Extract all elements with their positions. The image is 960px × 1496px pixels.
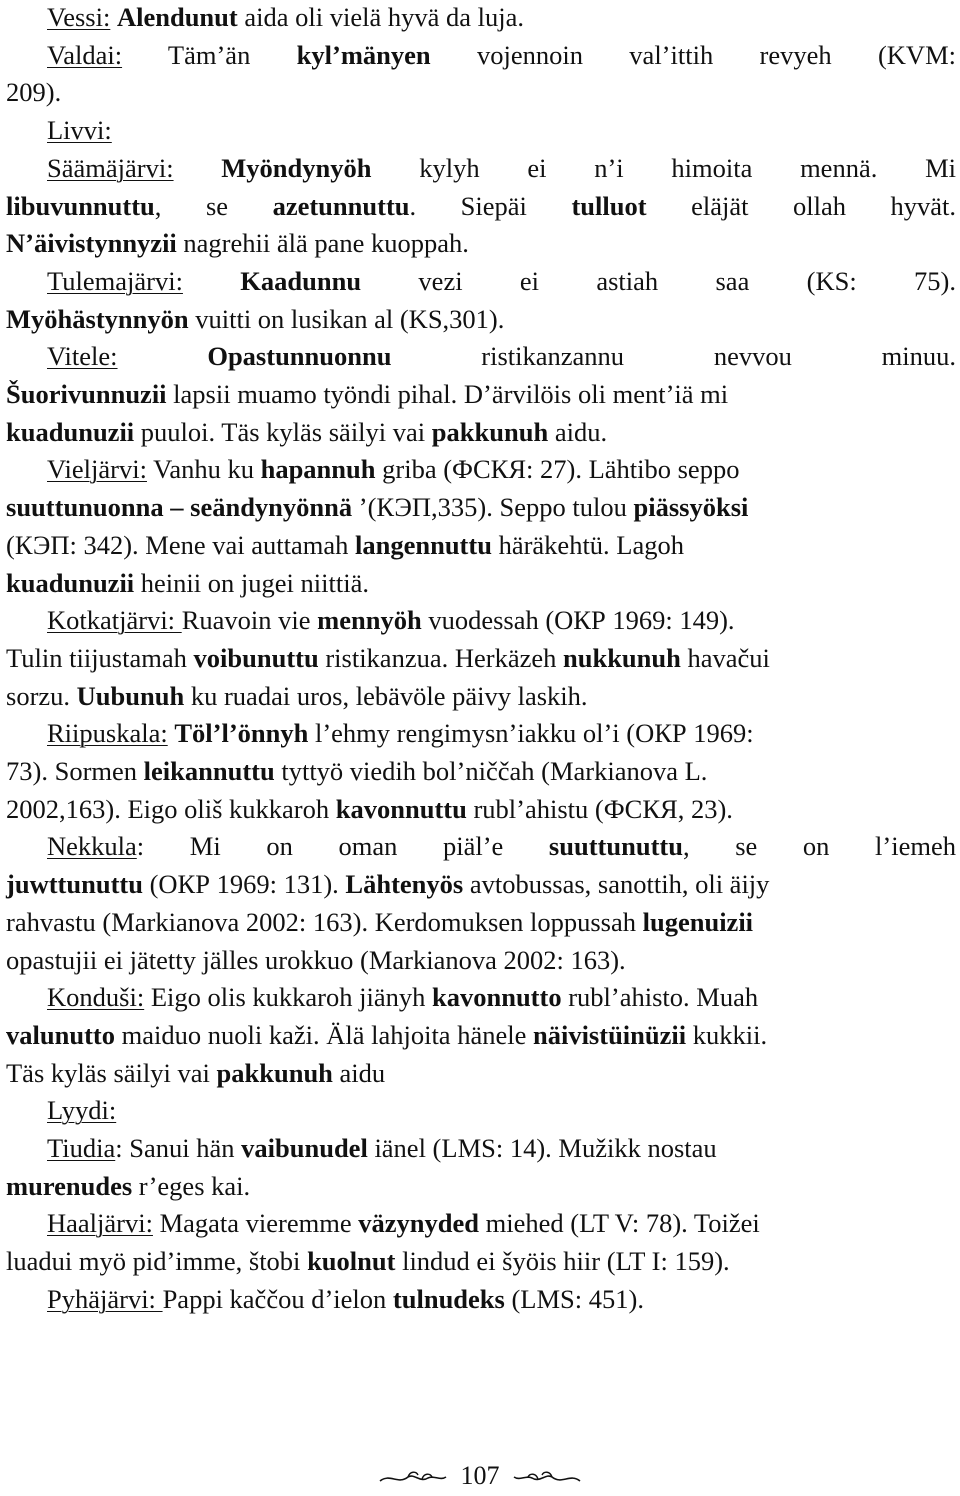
- text-segment: rubl’ahisto. Muah: [561, 982, 759, 1013]
- page-number: 107: [460, 1461, 500, 1490]
- highlighted-word: tulnudeks: [392, 1283, 505, 1314]
- text-segment: vojennoin val’ittih revyeh (KVM:: [430, 39, 956, 70]
- text-line: [6, 791, 956, 828]
- text-line: [6, 527, 956, 564]
- text-segment: r’eges kai.: [132, 1170, 251, 1201]
- highlighted-word: libuvunnuttu: [6, 190, 155, 221]
- highlighted-word: kuadunuzii: [6, 567, 135, 598]
- text-segment: (ОКР 1969: 131).: [142, 869, 346, 900]
- text-segment: miehed (LT V: 78). Toižei: [479, 1208, 760, 1239]
- text-segment: ristikanzua. Herkäzeh: [318, 642, 563, 673]
- highlighted-word: nukkunuh: [562, 642, 681, 673]
- text-line: [6, 715, 956, 752]
- text-line: [6, 225, 956, 262]
- text-segment: iänel (LMS: 14). Mužikk nostau: [367, 1133, 717, 1163]
- text-segment: : Sanui hän: [115, 1133, 242, 1163]
- dialect-label: Vitele:: [47, 341, 118, 372]
- dialect-label: Tulemajärvi:: [47, 265, 183, 296]
- text-line: [6, 866, 956, 903]
- dialect-label: Valdai:: [47, 39, 123, 70]
- text-segment: [183, 266, 240, 296]
- text-line: [6, 1130, 956, 1167]
- ornament-right-icon: [512, 1469, 582, 1487]
- text-segment: havačui: [680, 642, 770, 673]
- text-segment: sorzu.: [6, 680, 77, 711]
- text-segment: rahvastu (Markianova 2002: 163). Kerdomuksen loppussah: [6, 906, 643, 937]
- text-line: [6, 565, 956, 602]
- dialect-label: Konduši:: [47, 982, 145, 1013]
- text-line: [6, 678, 956, 715]
- highlighted-word: azetunnuttu: [272, 190, 410, 221]
- highlighted-word: piässyöksi: [633, 492, 749, 523]
- dialect-label: Vieljärvi:: [47, 454, 147, 485]
- text-segment: vuitti on lusikan al (KS,301).: [188, 303, 505, 334]
- text-segment: Eigo olis kukkaroh jiänyh: [144, 982, 432, 1013]
- dialect-label: Kotkatjärvi:: [47, 605, 182, 636]
- text-line: [6, 979, 956, 1016]
- text-line: [6, 828, 956, 865]
- highlighted-word: juwttunuttu: [6, 869, 143, 900]
- text-segment: nagrehii älä pane kuoppah.: [176, 228, 469, 259]
- highlighted-word: murenudes: [6, 1170, 133, 1201]
- highlighted-word: kuadunuzii: [6, 416, 135, 447]
- text-segment: kylyh ei n’i himoita mennä. Mi: [371, 152, 956, 183]
- text-segment: ’(КЭП,335). Seppo tulou: [352, 492, 634, 523]
- highlighted-word: Töl’l’önnyh: [174, 718, 309, 749]
- dialect-label: Haaljärvi:: [47, 1208, 153, 1239]
- dialect-label: Pyhäjärvi:: [47, 1283, 163, 1314]
- text-segment: aidu: [332, 1057, 386, 1088]
- text-line: [6, 451, 956, 488]
- text-segment: maiduo nuoli kaži. Älä lahjoita hänele: [114, 1019, 533, 1050]
- text-line: [6, 904, 956, 941]
- highlighted-word: tulluot: [571, 190, 647, 221]
- text-segment: heinii on jugei niittiä.: [134, 567, 369, 598]
- text-segment: Pappi kaččou d’ielon: [162, 1283, 393, 1314]
- text-line: [6, 489, 956, 526]
- text-segment: aida oli vielä hyvä da luja.: [237, 2, 524, 32]
- dialect-label: Nekkula: [47, 831, 137, 862]
- text-segment: [110, 2, 117, 32]
- highlighted-word: Opastunnuonnu: [207, 341, 392, 372]
- text-line: [6, 1205, 956, 1242]
- highlighted-word: hapannuh: [260, 454, 376, 485]
- highlighted-word: Lähtenyös: [345, 869, 464, 900]
- text-segment: [118, 341, 208, 371]
- text-segment: [174, 153, 222, 183]
- highlighted-word: leikannuttu: [143, 756, 275, 786]
- text-segment: Täs kyläs säilyi vai: [6, 1057, 217, 1088]
- text-line: [6, 602, 956, 639]
- text-line: [6, 1281, 956, 1318]
- highlighted-word: pakkunuh: [216, 1057, 333, 1088]
- text-segment: opastujii ei jätetty jälles urokkuo (Markianova 2002: 163).: [6, 944, 626, 975]
- highlighted-word: Šuorivunnuzii: [6, 379, 167, 409]
- highlighted-word: valunutto: [6, 1019, 115, 1050]
- text-line: [6, 263, 956, 300]
- ornament-left-icon: [378, 1469, 448, 1487]
- text-line: [6, 0, 956, 36]
- highlighted-word: väzynyded: [358, 1208, 479, 1239]
- text-segment: rubl’ahistu (ФСКЯ, 23).: [466, 793, 733, 824]
- text-line: [6, 338, 956, 375]
- text-line: [6, 1055, 956, 1092]
- highlighted-word: kavonnutto: [431, 982, 562, 1013]
- text-segment: : Mi on oman piäl’e: [136, 831, 549, 862]
- highlighted-word: langennuttu: [354, 529, 492, 560]
- text-segment: 2002,163). Eigo oliš kukkaroh: [6, 793, 336, 824]
- highlighted-word: Kaadunnu: [240, 265, 362, 296]
- text-line: [6, 74, 956, 111]
- text-segment: häräkehtü. Lagoh: [491, 529, 685, 560]
- highlighted-word: kuolnut: [307, 1246, 396, 1277]
- dialect-label: Vessi:: [47, 2, 111, 32]
- text-segment: aidu.: [548, 416, 608, 447]
- highlighted-word: vaibunudel: [241, 1133, 368, 1163]
- text-segment: lapsii muamo työndi pihal. D’ärvilöis oli ment’iä mi: [166, 379, 729, 409]
- text-segment: (LMS: 451).: [504, 1283, 644, 1314]
- text-segment: puuloi. Täs kyläs säilyi vai: [134, 416, 432, 447]
- text-line: [6, 942, 956, 979]
- text-segment: luadui myö pid’imme, štobi: [6, 1246, 308, 1277]
- text-segment: Vanhu ku: [146, 454, 261, 485]
- text-segment: lindud ei šyöis hiir (LT I: 159).: [395, 1246, 730, 1277]
- text-segment: tyttyö viedih bol’niččah (Markianova L.: [274, 756, 708, 786]
- text-segment: avtobussas, sanottih, oli äijy: [463, 869, 770, 900]
- text-segment: vuodessah (ОКР 1969: 149).: [421, 605, 735, 636]
- text-segment: , se: [154, 190, 273, 221]
- text-segment: Tulin tiijustamah: [6, 642, 194, 673]
- text-segment: (КЭП: 342). Mene vai auttamah: [6, 529, 355, 560]
- text-line: [6, 376, 956, 413]
- text-line: [6, 1243, 956, 1280]
- text-line: [6, 1168, 956, 1205]
- text-line: [6, 37, 956, 74]
- highlighted-word: mennyöh: [317, 605, 422, 636]
- text-segment: Ruavoin vie: [181, 605, 318, 636]
- dialect-label: Lyydi:: [47, 1095, 117, 1126]
- text-segment: . Siepäi: [409, 190, 572, 221]
- highlighted-word: pakkunuh: [431, 416, 549, 447]
- text-segment: eläjät ollah hyvät.: [646, 190, 956, 221]
- text-segment: 209).: [6, 77, 62, 108]
- dialect-label: Säämäjärvi:: [47, 152, 174, 183]
- text-line: [6, 188, 956, 225]
- highlighted-word: kavonnuttu: [335, 793, 467, 824]
- text-line: [6, 640, 956, 677]
- text-line: [6, 1017, 956, 1054]
- text-segment: griba (ФСКЯ: 27). Lähtibo seppo: [375, 454, 740, 485]
- text-line: [6, 1092, 956, 1129]
- text-segment: ku ruadai uros, lebävöle päivy laskih.: [184, 680, 588, 711]
- dialect-label: Tiudia: [47, 1133, 116, 1163]
- text-segment: Magata vieremme: [152, 1208, 359, 1239]
- text-segment: , se on l’iemeh: [682, 831, 956, 862]
- highlighted-word: kyl’mänyen: [296, 39, 431, 70]
- text-segment: kukkii.: [686, 1019, 768, 1050]
- text-line: [6, 301, 956, 338]
- text-segment: l’ehmy rengimysn’iakku ol’i (ОКР 1969:: [308, 718, 754, 749]
- highlighted-word: Myöhästynnyön: [6, 303, 189, 334]
- highlighted-word: Uubunuh: [76, 680, 185, 711]
- highlighted-word: N’äivistynnyzii: [6, 228, 177, 259]
- highlighted-word: voibunuttu: [193, 642, 319, 673]
- text-line: [6, 753, 956, 790]
- text-line: [6, 112, 956, 149]
- text-line: [6, 150, 956, 187]
- text-segment: ristikanzannu nevvou minuu.: [391, 341, 956, 372]
- text-segment: vezi ei astiah saa (KS: 75).: [361, 265, 957, 296]
- highlighted-word: Alendunut: [116, 2, 238, 32]
- text-segment: 73). Sormen: [6, 756, 144, 786]
- highlighted-word: näivistüinüzii: [532, 1019, 687, 1050]
- highlighted-word: suuttunuttu: [548, 831, 683, 862]
- page-footer: [0, 1456, 960, 1496]
- text-segment: Täm’än: [122, 39, 297, 70]
- dialect-label: Riipuskala:: [47, 718, 168, 749]
- highlighted-word: Myöndynyöh: [221, 152, 372, 183]
- text-line: [6, 414, 956, 451]
- highlighted-word: lugenuizii: [642, 906, 754, 937]
- highlighted-word: suuttunuonna – seändynyönnä: [6, 492, 353, 523]
- dialect-label: Livvi:: [47, 115, 112, 146]
